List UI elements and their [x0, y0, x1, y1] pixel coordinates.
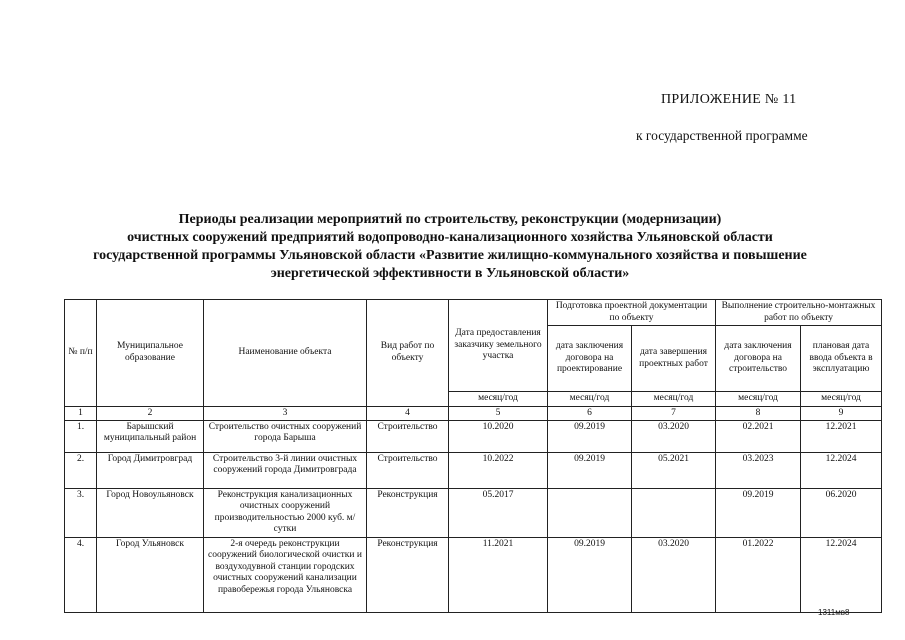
table-row	[65, 452, 882, 488]
row-commission: 12.2024	[801, 537, 882, 612]
row-design-contract: 09.2019	[548, 537, 632, 612]
column-number: 7	[632, 406, 716, 420]
periods-table	[64, 299, 882, 613]
row-municipality: Город Ульяновск	[97, 537, 204, 612]
row-object: Реконструкция канализационных очистных сооружений производительностью 2000 куб. м/сутки	[204, 488, 367, 537]
column-number: 1	[65, 406, 97, 420]
row-object: 2-я очередь реконструкции сооружений биологической очистки и воздуходувной станции городских очистных сооружений канализации правобережья города Ульяновска	[204, 537, 367, 612]
table-row	[65, 488, 882, 537]
appendix-subtitle: к государственной программе	[636, 128, 808, 143]
column-number: 8	[716, 406, 801, 420]
header-object-name: Наименование объекта	[204, 300, 367, 407]
header-design-group: Подготовка проектной документации по объекту	[548, 300, 716, 326]
appendix-label: ПРИЛОЖЕНИЕ № 11	[661, 92, 797, 107]
table-row	[65, 537, 882, 612]
header-land-date: Дата предоставления заказчику земельного участка	[449, 300, 548, 392]
unit-label: месяц/год	[801, 392, 882, 407]
column-number: 5	[449, 406, 548, 420]
row-design-end: 03.2020	[632, 537, 716, 612]
row-build-contract: 01.2022	[716, 537, 801, 612]
header-design-contract: дата заключения договора на проектирование	[548, 326, 632, 392]
column-number: 3	[204, 406, 367, 420]
column-number: 6	[548, 406, 632, 420]
column-number: 9	[801, 406, 882, 420]
row-work-type: Реконструкция	[367, 488, 449, 537]
document-code: 1311мв8	[818, 608, 850, 617]
row-municipality: Город Новоульяновск	[97, 488, 204, 537]
header-construction-contract: дата заключения договора на строительство	[716, 326, 801, 392]
title-line: очистных сооружений предприятий водопроводно-канализационного хозяйства Ульяновской области	[127, 230, 773, 245]
row-object: Строительство 3-й линии очистных сооружений города Димитровграда	[204, 452, 367, 488]
row-num: 2.	[65, 452, 97, 488]
row-land-date: 05.2017	[449, 488, 548, 537]
unit-label: месяц/год	[632, 392, 716, 407]
row-work-type: Строительство	[367, 420, 449, 452]
table-row	[65, 420, 882, 452]
row-build-contract: 02.2021	[716, 420, 801, 452]
row-num: 3.	[65, 488, 97, 537]
row-land-date: 10.2020	[449, 420, 548, 452]
row-object: Строительство очистных сооружений города Барыша	[204, 420, 367, 452]
column-number: 2	[97, 406, 204, 420]
row-municipality: Барышский муниципальный район	[97, 420, 204, 452]
row-design-end: 03.2020	[632, 420, 716, 452]
unit-label: месяц/год	[449, 392, 548, 407]
row-land-date: 11.2021	[449, 537, 548, 612]
row-municipality: Город Димитровград	[97, 452, 204, 488]
header-num: № п/п	[65, 300, 97, 407]
title-line: государственной программы Ульяновской области «Развитие жилищно-коммунального хозяйства и повышение	[93, 248, 807, 263]
unit-label: месяц/год	[548, 392, 632, 407]
row-build-contract: 03.2023	[716, 452, 801, 488]
row-work-type: Строительство	[367, 452, 449, 488]
row-design-end: 05.2021	[632, 452, 716, 488]
title-line: Периоды реализации мероприятий по строительству, реконструкции (модернизации)	[178, 212, 722, 227]
row-build-contract: 09.2019	[716, 488, 801, 537]
row-design-contract: 09.2019	[548, 420, 632, 452]
header-construction-group: Выполнение строительно-монтажных работ по объекту	[716, 300, 882, 326]
row-commission: 12.2021	[801, 420, 882, 452]
row-commission: 06.2020	[801, 488, 882, 537]
header-work-type: Вид работ по объекту	[367, 300, 449, 407]
row-commission: 12.2024	[801, 452, 882, 488]
header-municipality: Муниципальное образование	[97, 300, 204, 407]
unit-label: месяц/год	[716, 392, 801, 407]
header-design-end: дата завершения проектных работ	[632, 326, 716, 392]
row-design-contract: 09.2019	[548, 452, 632, 488]
header-commission-date: плановая дата ввода объекта в эксплуатацию	[801, 326, 882, 392]
row-num: 1.	[65, 420, 97, 452]
document-title	[40, 211, 860, 283]
row-num: 4.	[65, 537, 97, 612]
row-design-contract	[548, 488, 632, 537]
row-design-end	[632, 488, 716, 537]
row-land-date: 10.2022	[449, 452, 548, 488]
column-number: 4	[367, 406, 449, 420]
title-line: энергетической эффективности в Ульяновской области»	[270, 266, 630, 281]
row-work-type: Реконструкция	[367, 537, 449, 612]
